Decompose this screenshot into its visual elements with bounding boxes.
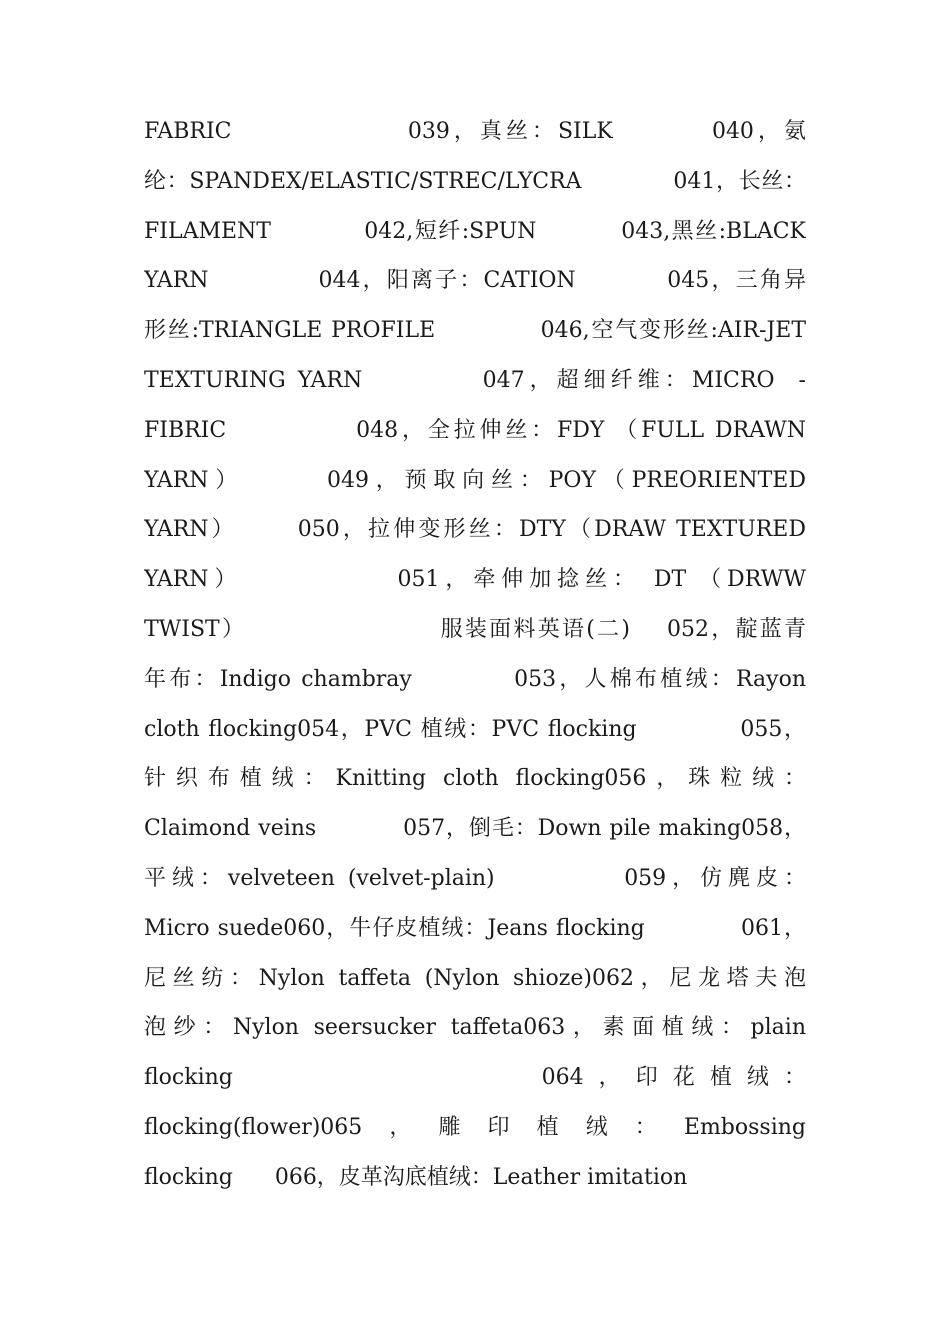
text-line: YARN 044，阳离子：CATION 045，三角异: [144, 268, 806, 294]
text-line: 尼丝纺：Nylon taffeta (Nylon shioze)062，尼龙塔夫泡: [144, 965, 806, 991]
text-line: YARN） 051，牵伸加捻丝： DT （DRWW: [144, 567, 806, 593]
text-line: 年布：Indigo chambray 053，人棉布植绒：Rayon: [144, 666, 806, 692]
text-line: 纶：SPANDEX/ELASTIC/STREC/LYCRA 041，长丝：: [144, 168, 806, 194]
text-line: 平绒：velveteen (velvet-plain) 059，仿麂皮：: [144, 865, 806, 891]
text-line: 形丝:TRIANGLE PROFILE 046,空气变形丝:AIR-JET: [144, 318, 806, 344]
text-line: cloth flocking054，PVC 植绒：PVC flocking 055，: [144, 716, 806, 742]
text-line: Claimond veins 057，倒毛：Down pile making058，: [144, 816, 806, 842]
text-line: TWIST） 服装面料英语(二) 052，靛蓝青: [144, 616, 806, 642]
text-line: FILAMENT 042,短纤:SPUN 043,黑丝:BLACK: [144, 218, 806, 244]
text-line: FABRIC 039，真丝：SILK 040，氨: [144, 119, 806, 144]
text-line: YARN） 049，预取向丝：POY（PREORIENTED: [144, 467, 806, 493]
text-line: 针织布植绒：Knitting cloth flocking056，珠粒绒：: [144, 766, 806, 792]
body-text: [144, 107, 806, 1203]
text-line: flocking 064，印花植绒：: [144, 1065, 806, 1091]
text-line: 泡纱：Nylon seersucker taffeta063，素面植绒：plain: [144, 1015, 806, 1041]
text-line: Micro suede060，牛仔皮植绒：Jeans flocking 061，: [144, 915, 806, 941]
text-line: FIBRIC 048，全拉伸丝：FDY （FULL DRAWN: [144, 417, 806, 443]
text-line: TEXTURING YARN 047，超细纤维：MICRO -: [144, 367, 806, 393]
text-line: flocking(flower)065，雕印植绒：Embossing: [144, 1114, 806, 1140]
text-line: flocking 066，皮革沟底植绒：Leather imitation: [144, 1164, 688, 1190]
text-line: YARN） 050，拉伸变形丝：DTY（DRAW TEXTURED: [144, 517, 806, 543]
